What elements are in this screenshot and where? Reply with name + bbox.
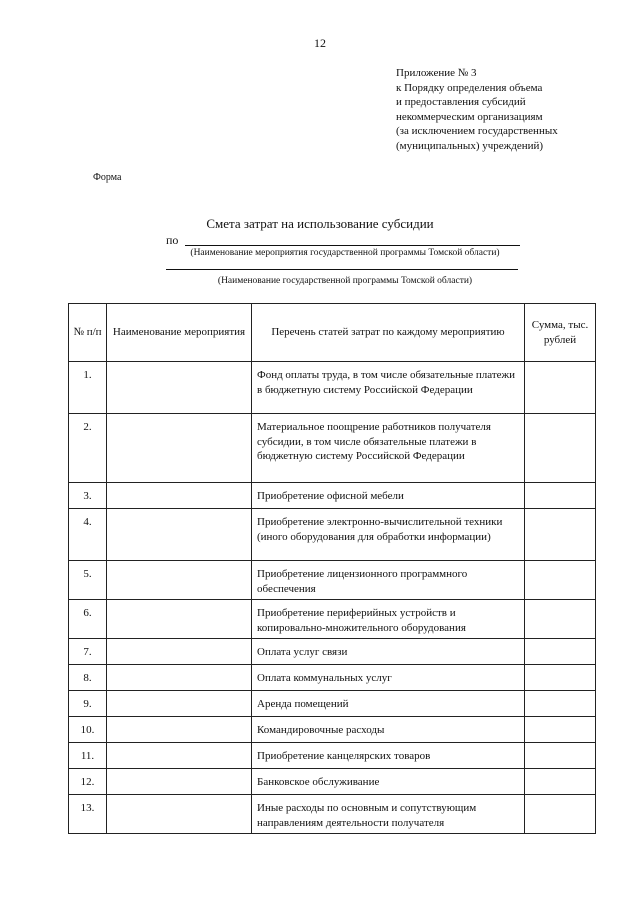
table-row bbox=[69, 639, 596, 665]
program-name-blank-line bbox=[166, 269, 518, 270]
event-name-cell bbox=[107, 483, 252, 509]
table-row bbox=[69, 600, 596, 639]
row-number: 3. bbox=[69, 483, 107, 509]
table-row bbox=[69, 795, 596, 834]
program-name-caption: (Наименование государственной программы Томской области) bbox=[217, 276, 473, 286]
table-row bbox=[69, 691, 596, 717]
cost-item-cell: Командировочные расходы bbox=[252, 717, 525, 743]
row-number: 4. bbox=[69, 509, 107, 561]
sum-cell bbox=[525, 665, 596, 691]
header-event: Наименование мероприятия bbox=[107, 304, 252, 362]
event-name-cell bbox=[107, 795, 252, 834]
table-row bbox=[69, 665, 596, 691]
table-row bbox=[69, 769, 596, 795]
appendix-line: некоммерческим организациям bbox=[396, 110, 543, 123]
cost-estimate-table bbox=[68, 303, 596, 834]
header-sum: Сумма, тыс. рублей bbox=[525, 304, 596, 362]
appendix-line: Приложение № 3 bbox=[396, 67, 477, 79]
sum-cell bbox=[525, 743, 596, 769]
sum-cell bbox=[525, 795, 596, 834]
event-name-cell bbox=[107, 717, 252, 743]
table-row bbox=[69, 509, 596, 561]
table-row bbox=[69, 743, 596, 769]
event-name-cell bbox=[107, 509, 252, 561]
cost-item-cell: Оплата коммунальных услуг bbox=[252, 665, 525, 691]
row-number: 13. bbox=[69, 795, 107, 834]
cost-item-cell: Приобретение электронно-вычислительной техники (иного оборудования для обработки информации) bbox=[252, 509, 525, 561]
row-number: 2. bbox=[69, 414, 107, 483]
row-number: 11. bbox=[69, 743, 107, 769]
cost-item-cell: Приобретение периферийных устройств и копировально-множительного оборудования bbox=[252, 600, 525, 639]
page-number: 12 bbox=[314, 36, 326, 50]
appendix-line: (муниципальных) учреждений) bbox=[396, 139, 544, 152]
table-row bbox=[69, 362, 596, 414]
cost-item-cell: Оплата услуг связи bbox=[252, 639, 525, 665]
table-row bbox=[69, 717, 596, 743]
event-name-cell bbox=[107, 769, 252, 795]
sum-cell bbox=[525, 691, 596, 717]
cost-item-cell: Аренда помещений bbox=[252, 691, 525, 717]
header-items: Перечень статей затрат по каждому мероприятию bbox=[252, 304, 525, 362]
cost-item-cell: Приобретение офисной мебели bbox=[252, 483, 525, 509]
row-number: 12. bbox=[69, 769, 107, 795]
cost-item-cell: Банковское обслуживание bbox=[252, 769, 525, 795]
table-header-row bbox=[69, 304, 596, 362]
event-name-cell bbox=[107, 691, 252, 717]
row-number: 6. bbox=[69, 600, 107, 639]
sum-cell bbox=[525, 362, 596, 414]
cost-item-cell: Материальное поощрение работников получателя субсидии, в том числе обязательные платежи в бюджетную систему Российской Федерации bbox=[252, 414, 525, 483]
table-row bbox=[69, 414, 596, 483]
cost-item-cell: Приобретение канцелярских товаров bbox=[252, 743, 525, 769]
event-name-caption: (Наименование мероприятия государственной программы Томской области) bbox=[190, 248, 500, 258]
sum-cell bbox=[525, 639, 596, 665]
sum-cell bbox=[525, 509, 596, 561]
appendix-line: и предоставления субсидий bbox=[396, 96, 526, 109]
row-number: 9. bbox=[69, 691, 107, 717]
cost-item-cell: Фонд оплаты труда, в том числе обязательные платежи в бюджетную систему Российской Федерации bbox=[252, 362, 525, 414]
appendix-line: (за исключением государственных bbox=[396, 125, 558, 138]
appendix-line: к Порядку определения объема bbox=[396, 81, 543, 94]
table-row bbox=[69, 561, 596, 600]
row-number: 1. bbox=[69, 362, 107, 414]
form-label: Форма bbox=[93, 172, 122, 183]
cost-item-cell: Приобретение лицензионного программного обеспечения bbox=[252, 561, 525, 600]
event-name-blank-line bbox=[185, 245, 520, 246]
event-name-cell bbox=[107, 600, 252, 639]
event-name-cell bbox=[107, 665, 252, 691]
sum-cell bbox=[525, 769, 596, 795]
row-number: 10. bbox=[69, 717, 107, 743]
event-name-cell bbox=[107, 362, 252, 414]
sum-cell bbox=[525, 414, 596, 483]
row-number: 8. bbox=[69, 665, 107, 691]
sum-cell bbox=[525, 600, 596, 639]
row-number: 7. bbox=[69, 639, 107, 665]
event-name-cell bbox=[107, 639, 252, 665]
table-row bbox=[69, 483, 596, 509]
row-number: 5. bbox=[69, 561, 107, 600]
document-title: Смета затрат на использование субсидии bbox=[206, 216, 434, 231]
event-name-cell bbox=[107, 414, 252, 483]
sum-cell bbox=[525, 483, 596, 509]
event-name-cell bbox=[107, 561, 252, 600]
appendix-block bbox=[396, 66, 596, 154]
po-label: по bbox=[166, 233, 179, 247]
event-name-cell bbox=[107, 743, 252, 769]
cost-item-cell: Иные расходы по основным и сопутствующим направлениям деятельности получателя bbox=[252, 795, 525, 834]
header-num: № п/п bbox=[69, 304, 107, 362]
sum-cell bbox=[525, 561, 596, 600]
sum-cell bbox=[525, 717, 596, 743]
